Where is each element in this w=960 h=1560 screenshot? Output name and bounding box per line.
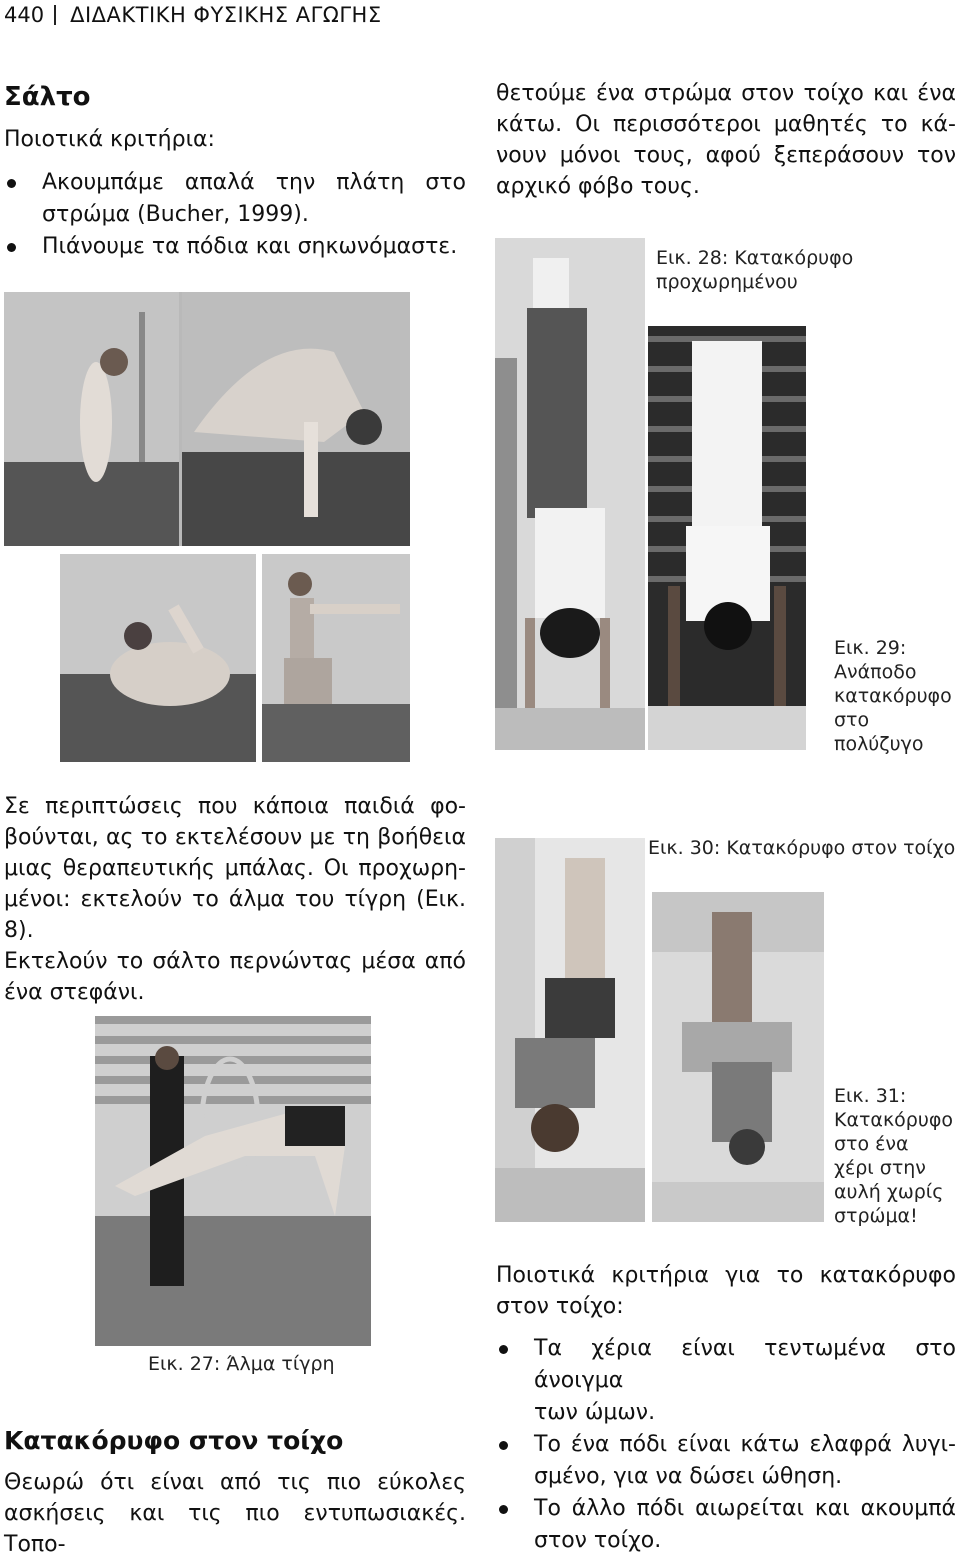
advanced-handstand-photo xyxy=(495,238,645,750)
paragraph-line: Ποιοτικά κριτήρια για το κατακόρυφο xyxy=(496,1263,956,1288)
section-title-handstand: Κατακόρυφο στον τοίχο xyxy=(4,1426,344,1455)
criteria-label: Ποιοτικά κριτήρια: xyxy=(4,127,215,152)
list-item-text: Ακουμπάμε απαλά την πλάτη στο xyxy=(42,170,466,195)
salto-roll-photo xyxy=(60,554,256,762)
caption-line: κατακόρυφο xyxy=(834,685,952,707)
caption-line: Εικ. 29: xyxy=(834,637,907,659)
list-item xyxy=(496,1493,956,1557)
paragraph-line: κάτω. Οι περισσότεροι μαθητές το κά- xyxy=(496,112,956,137)
bullet-icon xyxy=(499,1345,508,1354)
paragraph-line: στον τοίχο: xyxy=(496,1294,624,1319)
list-item-text: στρώμα (Bucher, 1999). xyxy=(42,202,309,227)
paragraph-line: ασκήσεις και τις πιο εντυπωσιακές. Τοπο- xyxy=(4,1501,466,1557)
caption-fig27: Εικ. 27: Άλμα τίγρη xyxy=(148,1353,335,1375)
paragraph-line: Θεωρώ ότι είναι από τις πιο εύκολες xyxy=(4,1470,466,1495)
photo-icon xyxy=(495,838,645,1222)
paragraph-line: ένα στεφάνι. xyxy=(4,980,145,1005)
caption-line: στο xyxy=(834,709,870,731)
photo-icon xyxy=(495,238,645,750)
caption-line: Κατακόρυφο xyxy=(834,1109,953,1131)
caption-line: προχωρημένου xyxy=(656,271,798,293)
wall-handstand-photo xyxy=(495,838,645,1222)
paragraph-line: νουν μόνοι τους, αφού ξεπεράσουν τον xyxy=(496,143,956,168)
caption-fig30: Εικ. 30: Κατακόρυφο στον τοίχο xyxy=(648,837,956,859)
caption-line: πολύζυγο xyxy=(834,733,924,755)
list-item-text: Το άλλο πόδι αιωρείται και ακουμπά xyxy=(534,1496,956,1521)
list-item xyxy=(4,167,466,231)
photo-icon xyxy=(95,1016,371,1346)
right-intro-paragraph xyxy=(496,78,956,202)
section-title-salto: Σάλτο xyxy=(4,82,91,112)
running-title: ΔΙΔΑΚΤΙΚΗ ΦΥΣΙΚΗΣ ΑΓΩΓΗΣ xyxy=(70,3,382,27)
bullet-icon xyxy=(499,1505,508,1514)
header-divider xyxy=(54,5,56,25)
caption-line: χέρι στην xyxy=(834,1157,926,1179)
caption-line: στρώμα! xyxy=(834,1205,918,1227)
wall-criteria-intro xyxy=(496,1260,956,1322)
wall-bars-handstand-photo xyxy=(648,326,806,750)
running-header xyxy=(4,2,382,28)
list-item-text: Τα χέρια είναι τεντωμένα στο άνοιγμα xyxy=(534,1336,956,1393)
list-item-text: Το ένα πόδι είναι κάτω ελαφρά λυγι- xyxy=(534,1432,956,1457)
paragraph-line: Εκτελούν το σάλτο περνώντας μέσα από xyxy=(4,949,466,974)
caption-fig29 xyxy=(834,636,952,756)
salto-squat-photo xyxy=(262,554,410,762)
paragraph-line: αρχικό φόβο τους. xyxy=(496,174,700,199)
list-item-text: των ώμων. xyxy=(534,1400,656,1425)
handstand-paragraph xyxy=(4,1467,466,1560)
photo-icon xyxy=(652,892,824,1222)
photo-icon xyxy=(262,554,410,762)
salto-criteria-list xyxy=(4,167,466,263)
paragraph-line: Σε περιπτώσεις που κάποια παιδιά φο- xyxy=(4,794,466,819)
wall-criteria-list xyxy=(496,1333,956,1557)
photo-icon xyxy=(648,326,806,750)
tiger-leap-photo xyxy=(95,1016,371,1346)
list-item-text: Πιάνουμε τα πόδια και σηκωνόμαστε. xyxy=(42,234,458,259)
salto-paragraph xyxy=(4,791,466,1008)
salto-photo-pair xyxy=(4,292,410,546)
caption-line: Εικ. 28: Κατακόρυφο xyxy=(656,247,854,269)
paragraph-line: θετούμε ένα στρώμα στον τοίχο και ένα xyxy=(496,81,956,106)
caption-line: στο ένα xyxy=(834,1133,909,1155)
paragraph-line: μιας θεραπευτικής μπάλας. Οι προχωρη- xyxy=(4,856,466,881)
bullet-icon xyxy=(499,1441,508,1450)
photo-icon xyxy=(60,554,256,762)
photo-icon xyxy=(4,292,410,546)
caption-fig31 xyxy=(834,1084,953,1228)
list-item xyxy=(4,231,466,263)
caption-line: Ανάποδο xyxy=(834,661,917,683)
bullet-icon xyxy=(7,179,16,188)
page-number: 440 xyxy=(4,3,45,27)
caption-fig28 xyxy=(656,246,853,294)
bullet-icon xyxy=(7,243,16,252)
paragraph-line: μένοι: εκτελούν το άλμα του τίγρη (Εικ. 8). xyxy=(4,887,466,943)
one-arm-handstand-photo xyxy=(652,892,824,1222)
list-item xyxy=(496,1429,956,1493)
list-item-text: στον τοίχο. xyxy=(534,1528,662,1553)
list-item-text: σμένο, για να δώσει ώθηση. xyxy=(534,1464,843,1489)
caption-line: αυλή χωρίς xyxy=(834,1181,944,1203)
caption-line: Εικ. 31: xyxy=(834,1085,907,1107)
list-item xyxy=(496,1333,956,1429)
paragraph-line: βούνται, ας το εκτελέσουν με τη βοήθεια xyxy=(4,825,466,850)
